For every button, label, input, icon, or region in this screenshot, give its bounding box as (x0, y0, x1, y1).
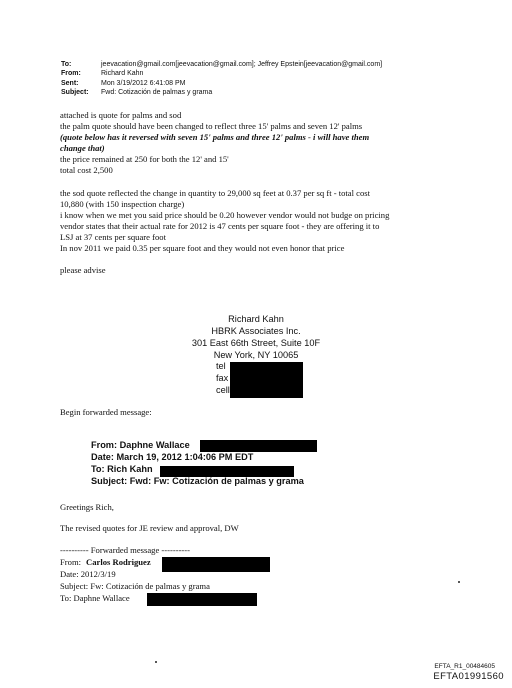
signature-company: HBRK Associates Inc. (211, 326, 301, 336)
body-line: attached is quote for palms and sod (60, 110, 182, 120)
footer-ref-large: EFTA01991560 (433, 671, 504, 682)
body-line: i know when we met you said price should be 0.20 however vendor would not budge on pricing (60, 210, 390, 220)
to-value: jeevacation@gmail.com[jeevacation@gmail.com]; Jeffrey Epstein[jeevacation@gmail.com] (101, 61, 383, 68)
body-line: LSJ at 37 cents per square foot (60, 232, 166, 242)
from-label: From: (61, 70, 81, 77)
body-line: please advise (60, 265, 106, 275)
body-line: (quote below has it reversed with seven 15' palms and three 12' palms - i will have them (60, 132, 370, 142)
fwd2-subject: Subject: Fw: Cotización de palmas y grama (60, 581, 210, 591)
redaction-bar (162, 557, 270, 572)
signature-fax-label: fax (216, 373, 229, 383)
forward-divider: ---------- Forwarded message ---------- (60, 545, 191, 555)
redaction-bar (200, 440, 317, 452)
body-line: the palm quote should have been changed to reflect three 15' palms and seven 12' palms (60, 121, 363, 131)
body-line: vendor states that their actual rate for 2012 is 47 cents per square foot - they are offering it to (60, 221, 380, 231)
signature-street: 301 East 66th Street, Suite 10F (191, 338, 321, 348)
redaction-bar (147, 593, 257, 606)
sent-label: Sent: (61, 80, 79, 87)
fwd-date: Date: March 19, 2012 1:04:06 PM EDT (91, 452, 254, 462)
scan-speck (155, 661, 157, 663)
note-line: The revised quotes for JE review and approval, DW (60, 523, 239, 533)
signature-cell-label: cell (216, 385, 230, 395)
subject-value: Fwd: Cotización de palmas y grama (101, 89, 213, 96)
body-line: In nov 2011 we paid 0.35 per square foot and they would not even honor that price (60, 243, 345, 253)
fwd2-from-name: Carlos Rodriguez (86, 557, 151, 567)
redaction-bar (230, 362, 303, 398)
body-line: change that) (60, 143, 105, 153)
signature-tel-label: tel (216, 361, 226, 371)
footer-ref-small: EFTA_R1_00484605 (434, 663, 495, 670)
subject-label: Subject: (61, 89, 89, 96)
begin-forwarded-label: Begin forwarded message: (60, 407, 152, 417)
greeting-line: Greetings Rich, (60, 502, 114, 512)
sent-value: Mon 3/19/2012 6:41:08 PM (101, 80, 186, 87)
body-line: total cost 2,500 (60, 165, 113, 175)
fwd2-to: To: Daphne Wallace (60, 593, 130, 603)
body-line: the price remained at 250 for both the 12' and 15' (60, 154, 229, 164)
fwd-to: To: Rich Kahn (91, 464, 153, 474)
signature-name: Richard Kahn (228, 314, 284, 324)
body-line: the sod quote reflected the change in quantity to 29,000 sq feet at 0.37 per sq ft - total cost (60, 188, 371, 198)
body-line: 10,880 (with 150 inspection charge) (60, 199, 185, 209)
scan-speck (458, 581, 460, 583)
to-label: To: (61, 61, 72, 68)
fwd2-from-label: From: (60, 557, 82, 567)
from-value: Richard Kahn (101, 70, 144, 77)
signature-city: New York, NY 10065 (213, 350, 299, 360)
fwd-subject: Subject: Fwd: Fw: Cotización de palmas y grama (91, 476, 304, 486)
fwd2-date: Date: 2012/3/19 (60, 569, 116, 579)
fwd-from: From: Daphne Wallace (91, 440, 190, 450)
